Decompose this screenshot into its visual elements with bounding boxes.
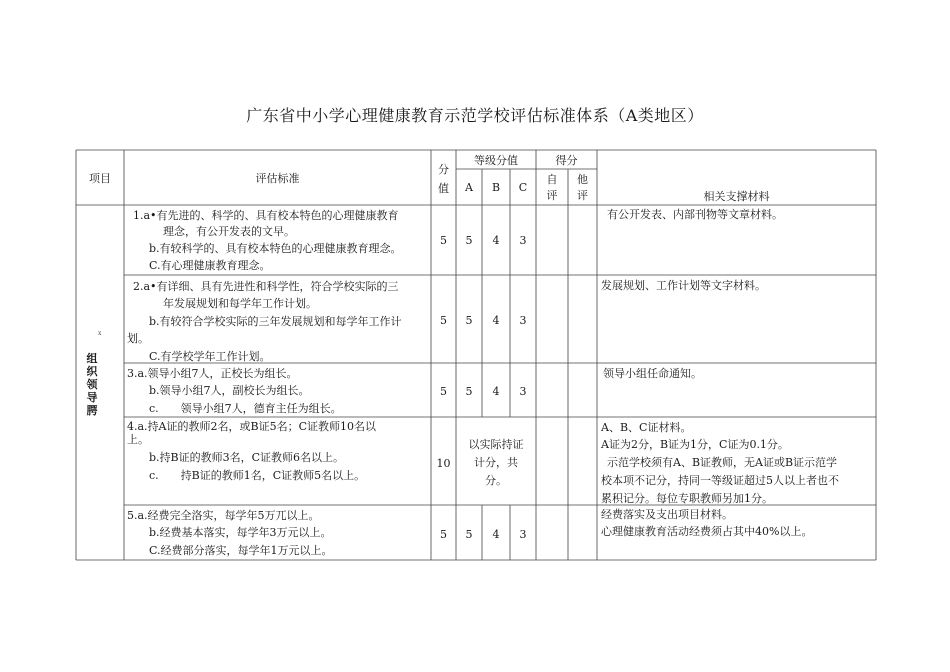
row1-line3: b.有较科学的、具有校本特色的心理健康教育理念。 [149, 242, 402, 255]
row2-material-1: 发展规划、工作计划等文字材料。 [601, 279, 766, 292]
row2-score: 5 [440, 314, 447, 327]
row4-material-2: A证为2分，B证为1分，C证为0.1分。 [601, 438, 789, 451]
row5-grade-a: 5 [465, 528, 473, 541]
category-char-1: 组 [86, 352, 98, 365]
category-char-5: 腭 [86, 404, 98, 417]
header-project: 项目 [89, 172, 111, 185]
row2-grade-c: 3 [519, 314, 527, 327]
row4-line1: 4.a.持A证的教师2名，或B证5名；C证教师10名以 [127, 420, 376, 433]
row4-material-5: 累积记分。每位专职教师另加1分。 [601, 492, 773, 505]
row3-score: 5 [440, 385, 447, 398]
row4-line4: c. 持B证的教师1名，C证教师5名以上。 [149, 469, 366, 482]
row4-line2: 上。 [127, 433, 149, 446]
row1-grade-b: 4 [492, 234, 500, 247]
category-mark: x [98, 330, 102, 337]
row4-material-1: A、B、C证材料。 [601, 421, 692, 434]
row4-score: 10 [436, 457, 451, 470]
row3-grade-c: 3 [519, 385, 527, 398]
row5-line3: C.经费部分落实，每学年1万元以上。 [149, 544, 333, 557]
row5-score: 5 [440, 528, 447, 541]
row3-line1: 3.a.领导小组7人，正校长为组长。 [127, 367, 298, 380]
header-materials: 相关支撑材料 [703, 190, 770, 203]
row1-grade-a: 5 [465, 234, 473, 247]
row5-material-1: 经费落实及支出项目材料。 [601, 508, 733, 521]
header-self-1: 自 [546, 173, 558, 186]
row2-line4: 划。 [127, 332, 149, 345]
category-char-3: 领 [86, 378, 98, 391]
row5-line1: 5.a.经费完全洛实，每学年5万兀以上。 [127, 509, 320, 522]
row2-line2: 年发展规划和每学年工作计划。 [163, 297, 317, 310]
header-self-2: 评 [546, 189, 558, 202]
header-other-1: 他 [577, 173, 588, 186]
row5-line2: b.经费基本落实，每学年3万元以上。 [149, 526, 332, 539]
row3-grade-a: 5 [465, 385, 473, 398]
row4-material-3: 示范学校须有A、B证教师，无A证或B证示范学 [607, 456, 838, 469]
category-char-4: 导 [86, 391, 98, 404]
row4-line3: b.持B证的教师3名，C证教师6名以上。 [149, 451, 345, 464]
row5-material-2: 心理健康教育活动经费须占其中40%以上。 [601, 525, 813, 538]
header-other-2: 评 [577, 189, 588, 202]
row1-score: 5 [440, 234, 447, 247]
header-score-1: 分 [438, 163, 449, 176]
row3-line2: b.领导小组7人，副校长为组长。 [149, 384, 310, 397]
row2-grade-b: 4 [492, 314, 500, 327]
header-grade-c: C [518, 181, 528, 194]
row3-grade-b: 4 [492, 385, 500, 398]
header-criteria: 评估标准 [255, 172, 300, 185]
row3-material-1: 领导小组任命通知。 [603, 367, 702, 380]
row4-material-4: 校本项不记分，持同一等级证超过5人以上者也不 [601, 474, 839, 487]
row4-merged-3: 分。 [485, 474, 507, 487]
category-char-2: 织 [86, 365, 98, 378]
page-title: 广东省中小学心理健康教育示范学校评估标准体系（A类地区） [246, 106, 704, 125]
row1-line4: C.有心理健康教育理念。 [149, 259, 271, 272]
row1-line2: 理念，有公开发表的文早。 [163, 225, 295, 238]
header-grade-b: B [491, 181, 501, 194]
row2-line3: b.有较符合学校实际的三年发展规划和每学年工作计 [149, 315, 402, 328]
row5-grade-c: 3 [519, 528, 527, 541]
row2-line5: C.有学校学年工作计划。 [149, 350, 271, 363]
header-score-2: 值 [438, 182, 449, 195]
header-grade-a: A [465, 181, 473, 194]
row3-line3: c. 领导小组7人，德育主任为组长。 [149, 402, 342, 415]
row1-line1: 1.a•有先进的、科学的、具有校本特色的心理健康教育 [133, 209, 399, 222]
row2-grade-a: 5 [465, 314, 473, 327]
row1-material-1: 有公开发表、内部刊物等文章材料。 [607, 208, 783, 221]
row4-merged-2: 计分，共 [474, 456, 518, 469]
row2-line1: 2.a•有详细、具有先进性和科学性，符合学校实际的三 [133, 280, 399, 293]
row4-merged-1: 以实际持证 [468, 438, 524, 451]
row1-grade-c: 3 [519, 234, 527, 247]
row5-grade-b: 4 [492, 528, 500, 541]
header-got-group: 得分 [555, 154, 578, 167]
header-grade-group: 等级分值 [474, 154, 518, 167]
